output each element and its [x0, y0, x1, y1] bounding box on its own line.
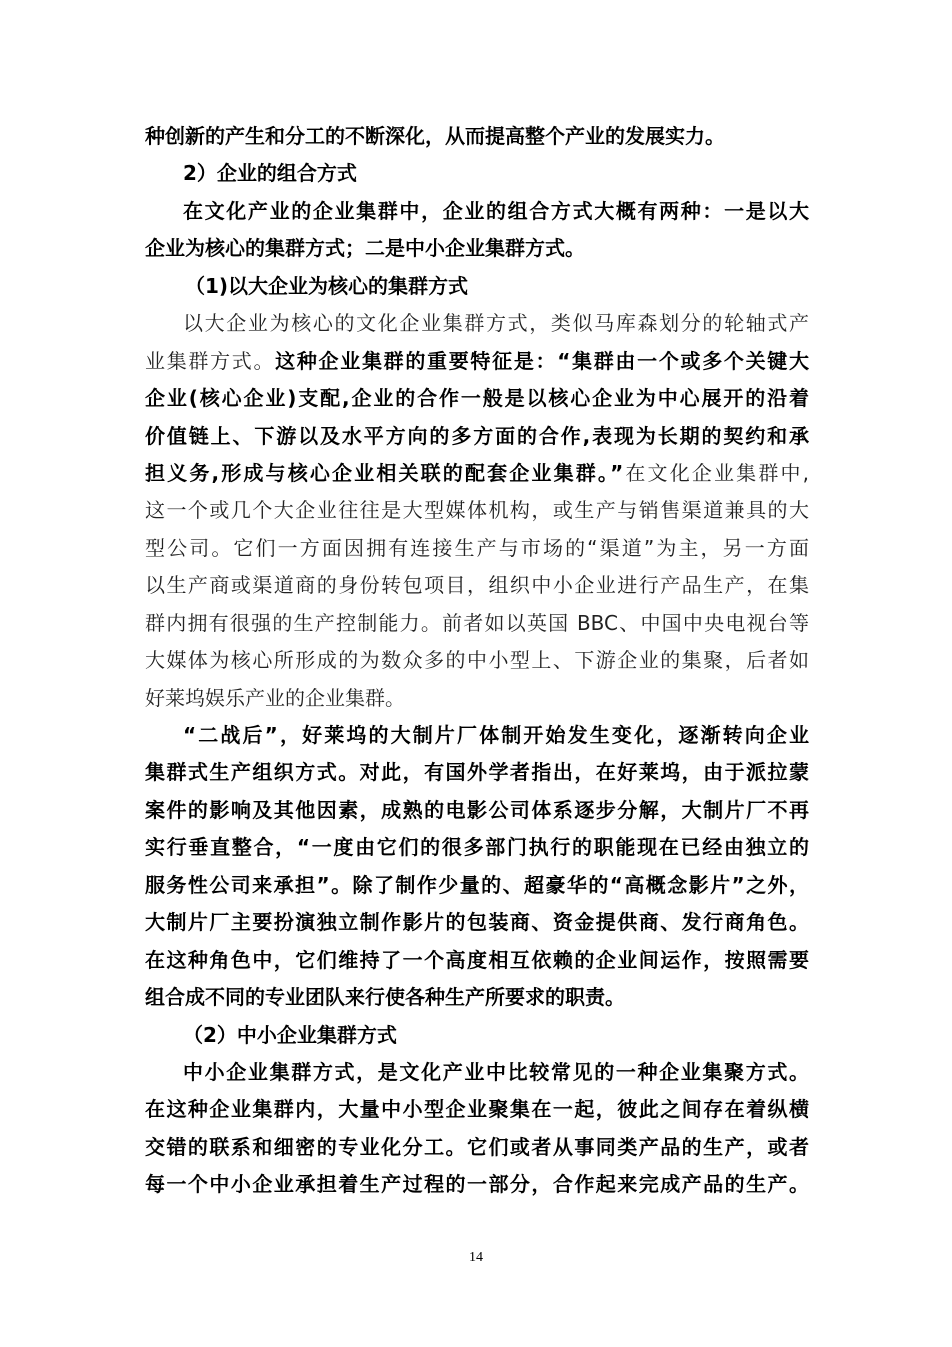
text-line: 交错的联系和细密的专业化分工。它们或者从事同类产品的生产，或者 — [145, 1134, 809, 1159]
text-line: 大制片厂主要扮演独立制作影片的包装商、资金提供商、发行商角色。 — [145, 910, 809, 935]
text-line: “二战后”，好莱坞的大制片厂体制开始发生变化，逐渐转向企业 — [183, 723, 809, 747]
subsection-heading: （2）中小企业集群方式 — [183, 1022, 397, 1047]
text-line: 企业为核心的集群方式；二是中小企业集群方式。 — [145, 236, 585, 261]
text-line: 在这种角色中，它们维持了一个高度相互依赖的企业间运作，按照需要 — [145, 947, 809, 972]
quote-line: 价值链上、下游以及水平方向的多方面的合作,表现为长期的契约和承 — [145, 423, 809, 448]
text-line: 每一个中小企业承担着生产过程的一部分，合作起来完成产品的生产。 — [145, 1172, 809, 1197]
text-line: 组合成不同的专业团队来行使各种生产所要求的职责。 — [145, 985, 625, 1010]
text-span: 业集群方式。 — [145, 348, 276, 373]
text-line: 以生产商或渠道商的身份转包项目，组织中小企业进行产品生产，在集 — [145, 573, 809, 598]
text-line: 这一个或几个大企业往往是大型媒体机构，或生产与销售渠道兼具的大 — [145, 498, 809, 523]
text-line — [145, 343, 809, 380]
text-line: 集群式生产组织方式。对此，有国外学者指出，在好莱坞，由于派拉蒙 — [145, 760, 809, 785]
text-line: 服务性公司来承担”。除了制作少量的、超豪华的“高概念影片”之外， — [145, 872, 809, 897]
text-line: 案件的影响及其他因素，成熟的电影公司体系逐步分解，大制片厂不再 — [145, 797, 809, 822]
text-line: 种创新的产生和分工的不断深化，从而提高整个产业的发展实力。 — [145, 124, 725, 148]
text-line: 群内拥有很强的生产控制能力。前者如以英国 BBC、中国中央电视台等 — [145, 610, 809, 635]
quote-span: 这种企业集群的重要特征是：“集群由一个或多个关键大 — [275, 348, 809, 373]
text-line: 在这种企业集群内，大量中小型企业聚集在一起，彼此之间存在着纵横 — [145, 1097, 809, 1122]
quote-line: 企业(核心企业)支配,企业的合作一般是以核心企业为中心展开的沿着 — [145, 386, 809, 411]
text-line: 实行垂直整合，“一度由它们的很多部门执行的职能现在已经由独立的 — [145, 835, 809, 860]
text-span: 在文化企业集群中, — [623, 460, 809, 485]
text-line — [145, 455, 809, 492]
text-line: 好莱坞娱乐产业的企业集群。 — [145, 685, 405, 710]
text-line: 大媒体为核心所形成的为数众多的中小型上、下游企业的集聚，后者如 — [145, 648, 809, 673]
text-line: 以大企业为核心的文化企业集群方式，类似马库森划分的轮轴式产 — [183, 311, 809, 336]
text-line: 中小企业集群方式，是文化产业中比较常见的一种企业集聚方式。 — [183, 1059, 809, 1084]
section-heading: 2）企业的组合方式 — [183, 161, 357, 186]
text-line: 在文化产业的企业集群中，企业的组合方式大概有两种：一是以大 — [183, 198, 809, 223]
text-line: 型公司。它们一方面因拥有连接生产与市场的“渠道”为主，另一方面 — [145, 535, 809, 560]
page-number: 14 — [469, 1250, 483, 1265]
document-body — [145, 118, 809, 1204]
quote-span: 担义务,形成与核心企业相关联的配套企业集群。” — [145, 460, 624, 485]
subsection-heading: （1)以大企业为核心的集群方式 — [185, 273, 469, 298]
